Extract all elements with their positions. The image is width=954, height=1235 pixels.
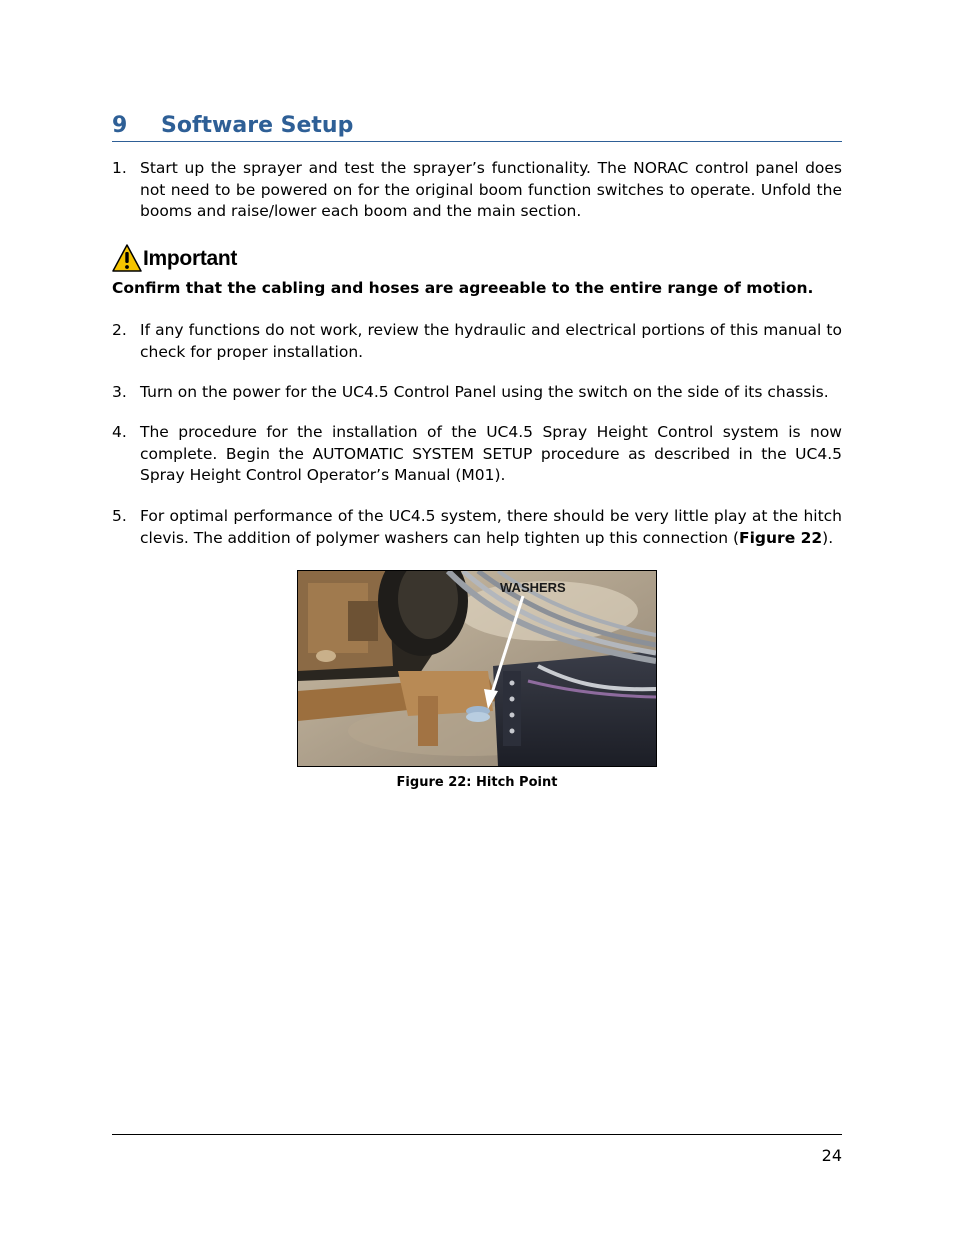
step-text: The procedure for the installation of the UC4.5 Spray Height Control system is now complete. Begin the AUTOMATIC SYSTEM SETUP procedure as described in the UC4.5 Spray Height Control Operator’s Manual (M01). xyxy=(140,423,842,485)
step-number: 5. xyxy=(112,507,127,525)
step-number: 4. xyxy=(112,423,127,441)
step-4 xyxy=(112,422,842,487)
important-notice xyxy=(112,243,842,273)
step-1 xyxy=(112,158,842,223)
important-label: Important xyxy=(143,247,238,270)
step-5 xyxy=(112,506,842,549)
step-number: 3. xyxy=(112,383,127,401)
warning-triangle-icon xyxy=(112,243,142,273)
step-text: Turn on the power for the UC4.5 Control Panel using the switch on the side of its chassis. xyxy=(140,383,829,401)
washers-callout-label: WASHERS xyxy=(500,580,566,595)
step-3 xyxy=(112,382,842,404)
important-text: Confirm that the cabling and hoses are agreeable to the entire range of motion. xyxy=(112,279,814,297)
figure-caption: Figure 22: Hitch Point xyxy=(396,775,558,790)
hitch-photo-illustration xyxy=(298,571,656,766)
step-text xyxy=(140,506,842,549)
footer-divider xyxy=(112,1134,842,1135)
step-text: If any functions do not work, review the hydraulic and electrical portions of this manual to check for proper installation. xyxy=(140,321,842,361)
step-2 xyxy=(112,320,842,363)
hitch-point-photo xyxy=(297,570,657,767)
section-heading xyxy=(112,111,842,142)
page-number: 24 xyxy=(821,1146,842,1165)
section-title: Software Setup xyxy=(161,113,354,138)
section-number: 9 xyxy=(112,113,128,138)
figure-reference[interactable]: Figure 22 xyxy=(739,528,823,547)
step-text: Start up the sprayer and test the sprayer’s functionality. The NORAC control panel does not need to be powered on for the original boom function switches to operate. Unfold the booms and raise/lower each boom and the main section. xyxy=(140,159,842,221)
step-text-before: For optimal performance of the UC4.5 system, there should be very little play at the hitch clevis. The addition of polymer washers can help tighten up this connection ( xyxy=(140,507,842,547)
step-text-after: ). xyxy=(822,528,834,547)
step-number: 1. xyxy=(112,159,127,177)
step-number: 2. xyxy=(112,321,127,339)
